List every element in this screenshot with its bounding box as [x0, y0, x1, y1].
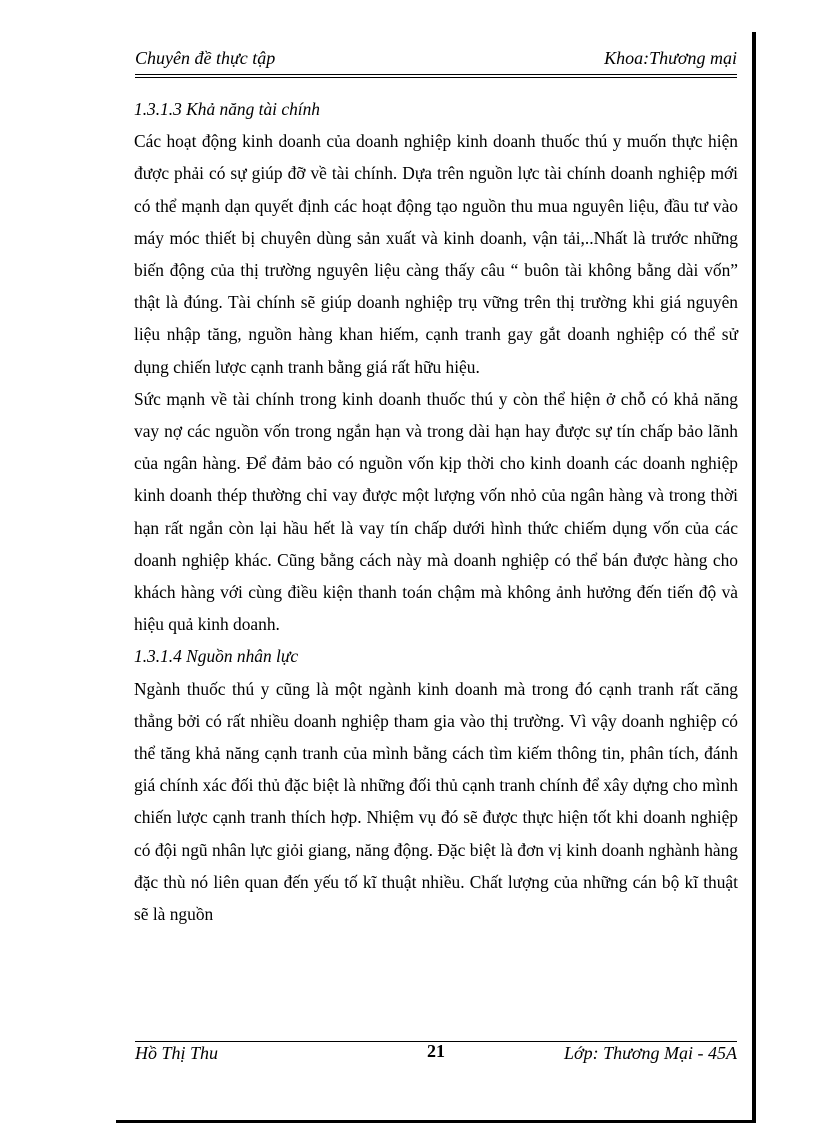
header-right-title: Khoa:Thương mại	[604, 48, 737, 68]
page-footer	[135, 1043, 737, 1071]
section-heading-human-resources: 1.3.1.4 Nguồn nhân lực	[134, 646, 299, 667]
document-body	[134, 93, 738, 930]
footer-class: Lớp: Thương Mại - 45A	[563, 1043, 737, 1063]
header-left-title: Chuyên đề thực tập	[135, 48, 276, 68]
footer-author: Hồ Thị Thu	[135, 1043, 219, 1063]
paragraph-financial-2: Sức mạnh về tài chính trong kinh doanh thuốc thú y còn thể hiện ở chỗ có khả năng vay nợ các nguồn vốn trong ngắn hạn và trong dài hạn hay được sự tín chấp bảo lãnh của ngân hàng. Để đảm bảo có nguồn vốn kịp thời cho kinh doanh các doanh nghiệp kinh doanh thép thường chỉ vay được một lượng vốn nhỏ của ngân hàng và trong thời hạn rất ngắn còn lại hầu hết là vay tín chấp dưới hình thức chiếm dụng vốn của các doanh nghiệp khác. Cũng bằng cách này mà doanh nghiệp có thể bán được hàng cho khách hàng với cùng điều kiện thanh toán chậm mà không ảnh hưởng đến tiến độ và hiệu quả kinh doanh.	[134, 388, 738, 635]
page-number: 21	[427, 1041, 445, 1061]
paragraph-human-resources-1: Ngành thuốc thú y cũng là một ngành kinh doanh mà trong đó cạnh tranh rất căng thẳng bởi có rất nhiều doanh nghiệp tham gia vào thị trường. Vì vậy doanh nghiệp có thể tăng khả năng cạnh tranh của mình bằng cách tìm kiếm thông tin, phân tích, đánh giá chính xác đối thủ đặc biệt là những đối thủ cạnh tranh chính để xây dựng cho mình chiến lược cạnh tranh thích hợp. Nhiệm vụ đó sẽ được thực hiện tốt khi doanh nghiệp có đội ngũ nhân lực giỏi giang, năng động. Đặc biệt là đơn vị kinh doanh nghành hàng đặc thù nó liên quan đến yếu tố kĩ thuật nhiều. Chất lượng của những cán bộ kĩ thuật sẽ là nguồn	[134, 678, 738, 925]
page-header	[135, 48, 737, 74]
paragraph-financial-1: Các hoạt động kinh doanh của doanh nghiệp kinh doanh thuốc thú y muốn thực hiện được phải có sự giúp đỡ về tài chính. Dựa trên nguồn lực tài chính doanh nghiệp mới có thể mạnh dạn quyết định các hoạt động tạo nguồn thu mua nguyên liệu, đầu tư vào máy móc thiết bị chuyên dùng sản xuất và kinh doanh, vận tải,..Nhất là trước những biến động của thị trường nguyên liệu càng thấy câu “ buôn tài không bằng dài vốn” thật là đúng. Tài chính sẽ giúp doanh nghiệp trụ vững trên thị trường khi giá nguyên liệu nhập tăng, nguồn hàng khan hiếm, cạnh tranh gay gắt doanh nghiệp có thể sử dụng chiến lược cạnh tranh bằng giá rất hữu hiệu.	[134, 131, 738, 377]
header-rule	[135, 74, 737, 75]
section-heading-financial: 1.3.1.3 Khả năng tài chính	[134, 99, 320, 119]
header-rule-double	[135, 77, 737, 78]
